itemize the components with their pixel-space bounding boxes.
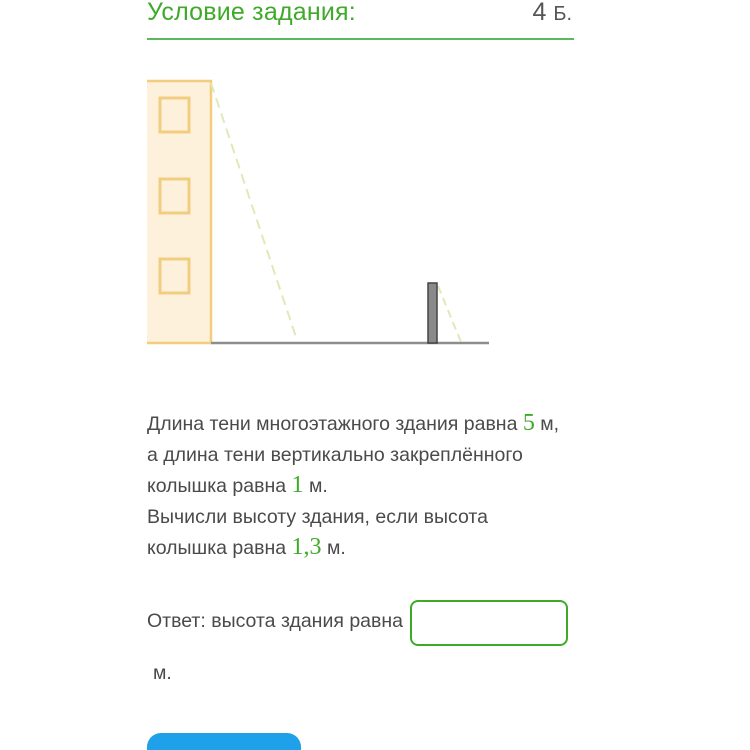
answer-row (147, 600, 577, 646)
building-shadow-ray (211, 83, 297, 340)
answer-unit: м. (153, 662, 172, 684)
task-title: Условие задания: (147, 0, 356, 26)
building-shadow-value: 5 (522, 410, 535, 436)
task-text (147, 408, 577, 564)
answer-label: Ответ: высота здания равна (147, 610, 403, 632)
stake (428, 283, 437, 343)
task-line-3 (147, 470, 577, 502)
task-score (532, 0, 572, 27)
task-line-3-unit: м. (308, 475, 328, 497)
task-line-1-text: Длина тени многоэтажного здания равна (147, 413, 518, 435)
task-line-5 (147, 532, 577, 564)
task-header (147, 0, 574, 40)
stake-shadow-ray (438, 286, 461, 342)
shadow-figure (147, 78, 492, 348)
submit-button[interactable] (147, 733, 301, 750)
task-line-2: а длина тени вертикально закреплённого (147, 443, 523, 466)
task-line-5-unit: м. (326, 537, 346, 559)
task-line-3-text: колышка равна (147, 475, 287, 497)
task-line-5-text: колышка равна (147, 537, 287, 559)
building (147, 81, 211, 343)
score-value: 4 (532, 0, 547, 26)
stake-shadow-value: 1 (291, 472, 304, 498)
task-line-1-unit: м, (540, 413, 560, 435)
score-unit: Б. (553, 3, 572, 25)
stake-height-value: 1,3 (291, 534, 322, 560)
task-line-1 (147, 408, 577, 440)
answer-input[interactable] (410, 600, 568, 646)
task-line-4: Вычисли высоту здания, если высота (147, 505, 488, 528)
